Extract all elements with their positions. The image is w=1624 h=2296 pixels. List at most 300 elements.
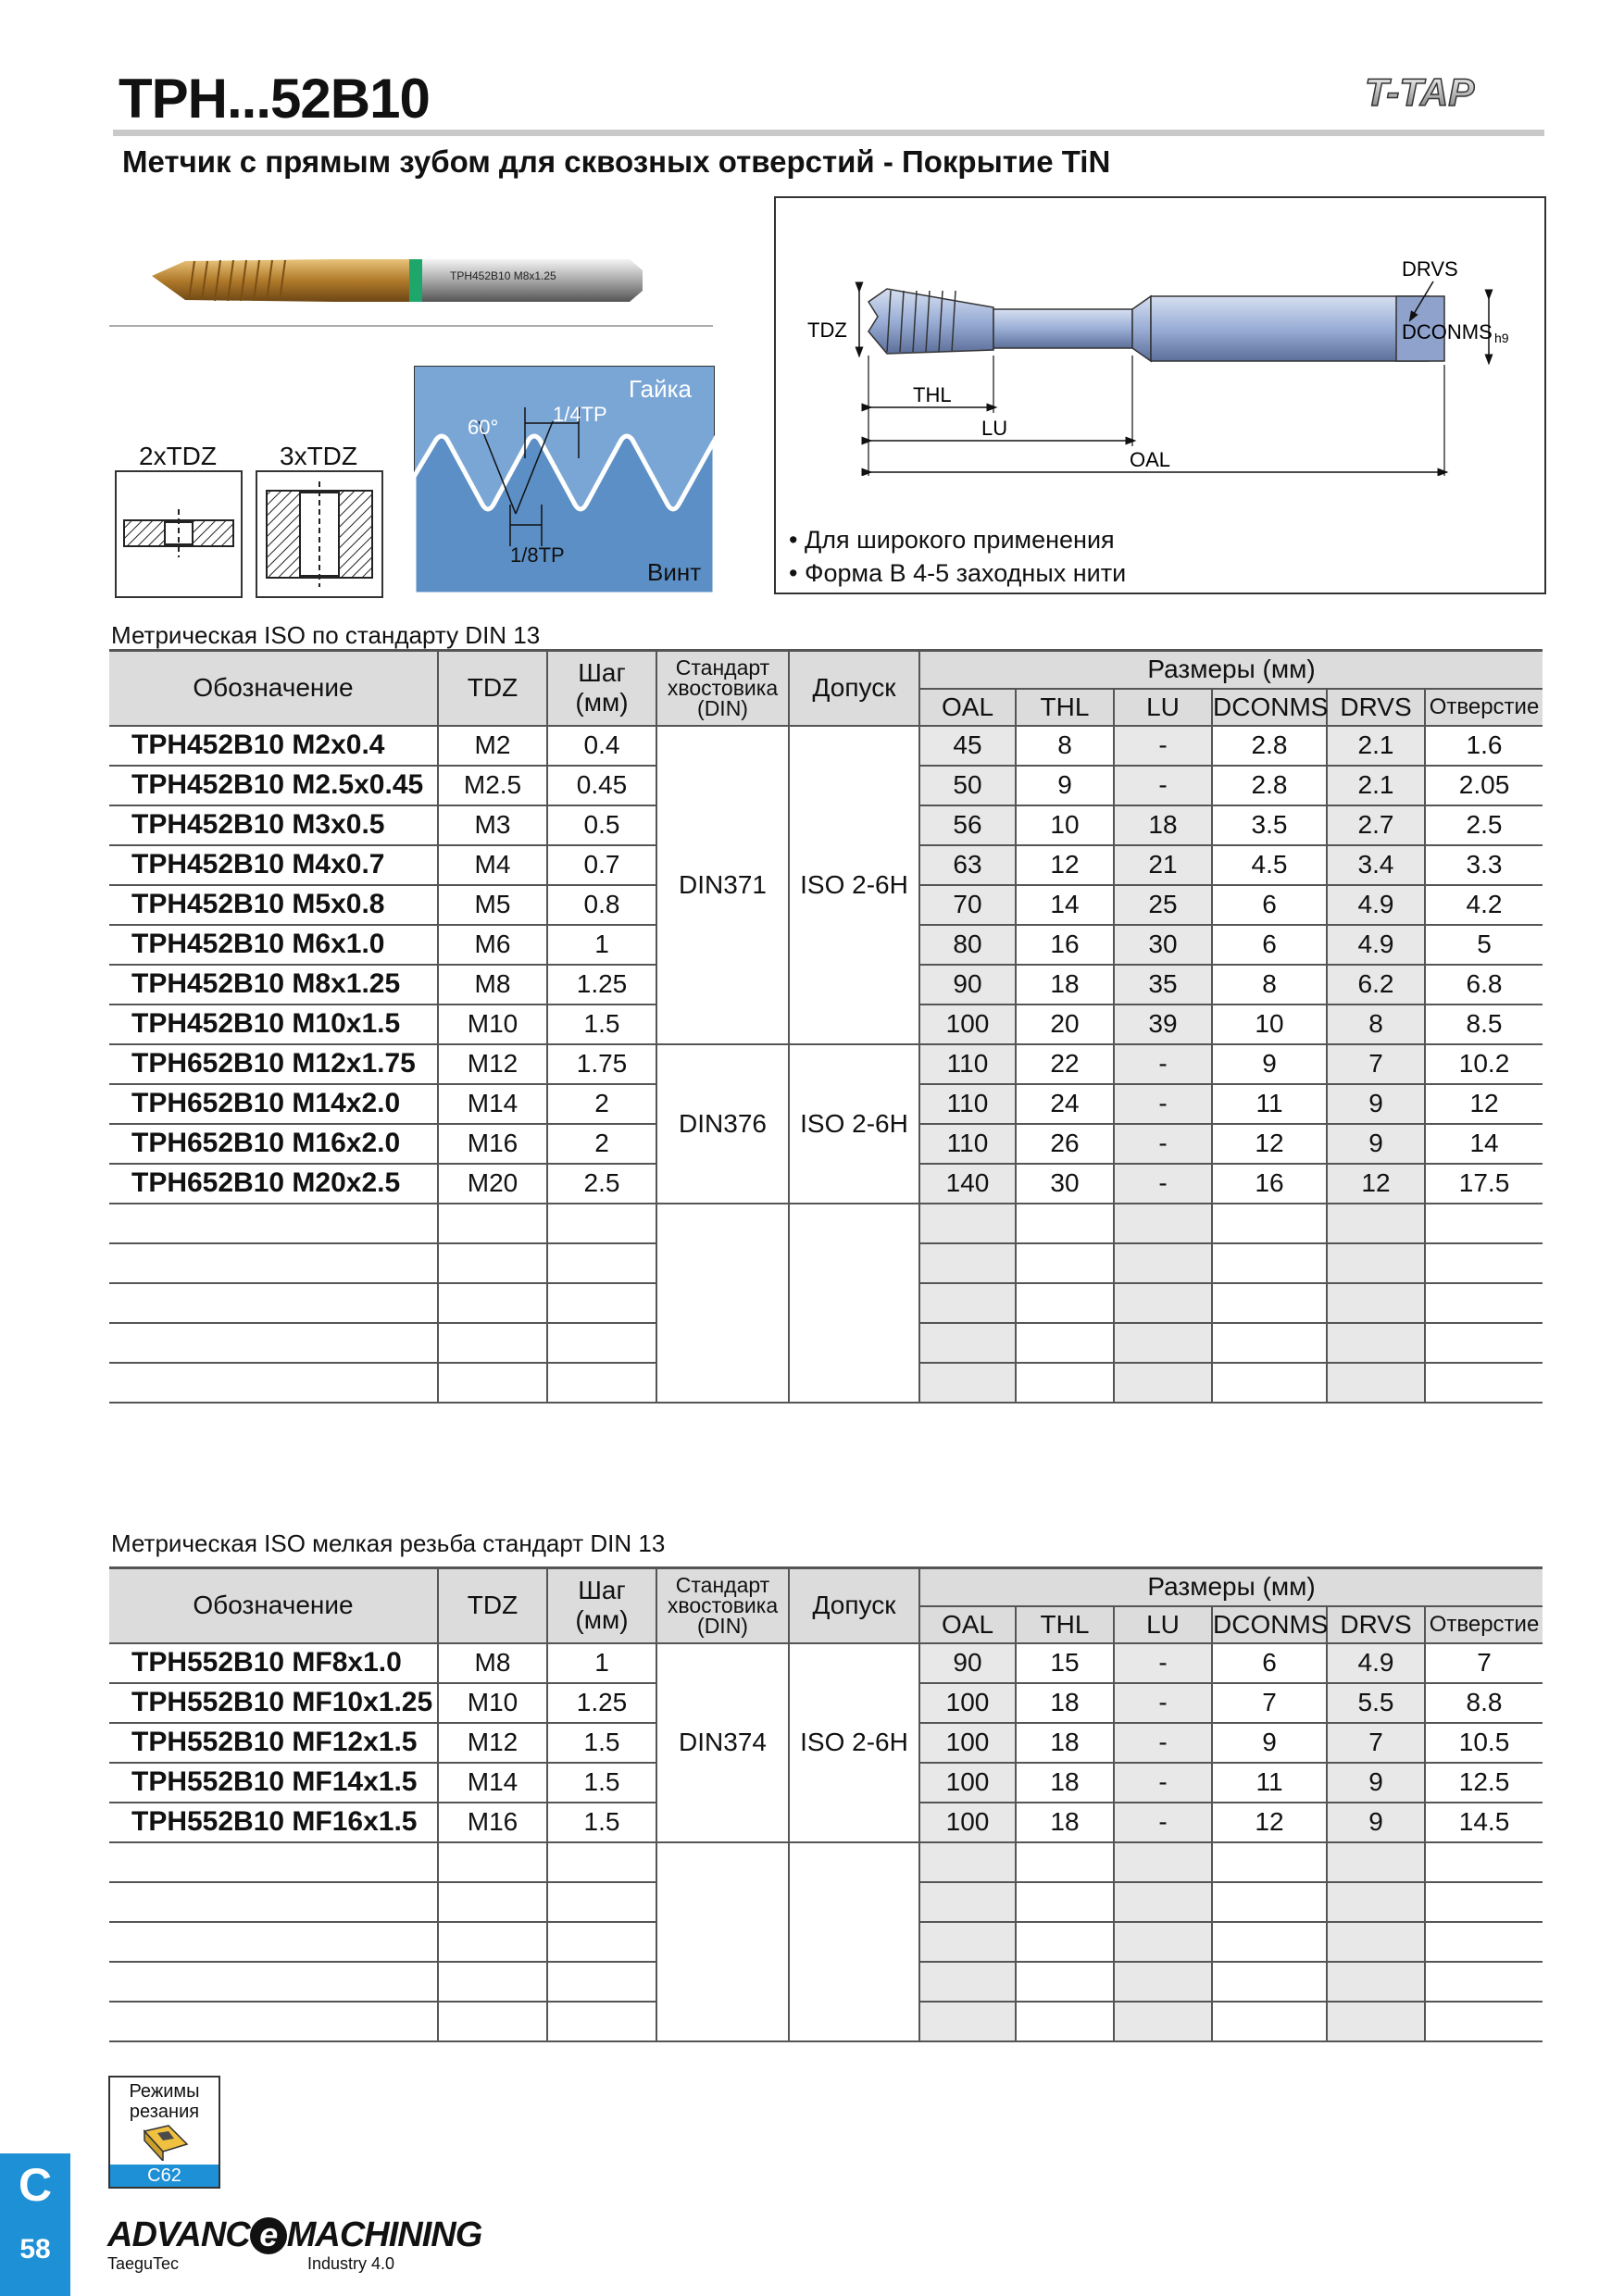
dconms-cell: 16	[1212, 1164, 1327, 1204]
bullet-text: Форма B 4-5 заходных нити	[804, 559, 1127, 587]
lu-cell: -	[1114, 1044, 1212, 1084]
empty-cell	[1016, 1283, 1114, 1323]
pitch-cell: 2	[547, 1084, 656, 1124]
table1	[109, 649, 1543, 1404]
empty-cell	[547, 1962, 656, 2002]
nut-label: Гайка	[629, 375, 693, 403]
pitch-label: Шаг	[578, 658, 626, 688]
empty-cell	[109, 1243, 438, 1283]
empty-cell	[1212, 1243, 1327, 1283]
logo-e-mark: e	[250, 2217, 287, 2254]
bullet-item: • Для широкого применения	[789, 526, 1115, 554]
drvs-cell: 2.1	[1327, 726, 1425, 766]
eighth-pitch-label: 1/8TP	[510, 543, 565, 567]
lu-cell: -	[1114, 726, 1212, 766]
oal-cell: 100	[919, 1763, 1016, 1803]
empty-cell	[789, 1204, 919, 1403]
empty-cell	[547, 1842, 656, 1882]
oal-cell: 110	[919, 1084, 1016, 1124]
depth-2x-icon	[115, 470, 243, 598]
logo-right: MACHINING	[286, 2215, 482, 2254]
empty-cell	[1114, 1842, 1212, 1882]
empty-cell	[1016, 1204, 1114, 1243]
hole-cell: 2.5	[1425, 805, 1543, 845]
col-lu: LU	[1114, 1606, 1212, 1643]
page-title: TPH...52B10	[119, 68, 430, 130]
thl-cell: 9	[1016, 766, 1114, 805]
hole-cell: 2.05	[1425, 766, 1543, 805]
empty-cell	[919, 1283, 1016, 1323]
oal-cell: 50	[919, 766, 1016, 805]
brand-logo	[1361, 70, 1546, 115]
empty-cell	[1212, 1363, 1327, 1403]
empty-cell	[1016, 1882, 1114, 1922]
col-tolerance: Допуск	[789, 1568, 919, 1643]
empty-cell	[919, 1363, 1016, 1403]
dconms-tolerance-label: h9	[1494, 331, 1509, 345]
dconms-cell: 9	[1212, 1723, 1327, 1763]
empty-cell	[1016, 1363, 1114, 1403]
tolerance-cell: ISO 2-6H	[789, 726, 919, 1044]
table-row	[109, 1643, 1543, 1683]
empty-cell	[1016, 1922, 1114, 1962]
thl-cell: 8	[1016, 726, 1114, 766]
designation-cell: TPH452B10 M10x1.5	[109, 1004, 438, 1044]
tdz-cell: M16	[438, 1124, 547, 1164]
page-subtitle: Метчик с прямым зубом для сквозных отверстий - Покрытие TiN	[122, 144, 1111, 179]
depth-3x-label: 3xTDZ	[280, 442, 357, 470]
table2-section-title: Метрическая ISO мелкая резьба стандарт DIN 13	[111, 1529, 666, 1557]
depth-3x-icon	[256, 470, 383, 598]
col-thl: THL	[1016, 1606, 1114, 1643]
pitch-cell: 1	[547, 925, 656, 965]
lu-cell: 35	[1114, 965, 1212, 1004]
empty-cell	[1425, 1363, 1543, 1403]
dconms-cell: 12	[1212, 1803, 1327, 1842]
drvs-cell: 4.9	[1327, 925, 1425, 965]
tap-marking: TPH452B10 M8x1.25	[450, 269, 556, 282]
table2	[109, 1566, 1543, 2042]
regime-line1: Режимы	[129, 2081, 200, 2102]
oal-cell: 80	[919, 925, 1016, 965]
empty-cell	[1114, 1204, 1212, 1243]
oal-cell: 70	[919, 885, 1016, 925]
pitch-label: Шаг	[578, 1576, 626, 1605]
empty-cell	[109, 1962, 438, 2002]
tdz-cell: M3	[438, 805, 547, 845]
oal-cell: 140	[919, 1164, 1016, 1204]
empty-cell	[1212, 1962, 1327, 2002]
thl-cell: 10	[1016, 805, 1114, 845]
empty-cell	[438, 1882, 547, 1922]
empty-cell	[438, 1922, 547, 1962]
drvs-cell: 7	[1327, 1723, 1425, 1763]
dconms-cell: 10	[1212, 1004, 1327, 1044]
quarter-pitch-label: 1/4TP	[553, 403, 607, 426]
empty-cell	[547, 1882, 656, 1922]
pitch-cell: 2	[547, 1124, 656, 1164]
logo-company: TaeguTec	[107, 2254, 180, 2273]
logo-left: ADVANC	[107, 2215, 250, 2254]
hole-cell: 5	[1425, 925, 1543, 965]
empty-cell	[547, 1204, 656, 1243]
pitch-cell: 1.75	[547, 1044, 656, 1084]
col-dconms: DCONMS	[1212, 689, 1327, 726]
thl-label: THL	[913, 383, 952, 406]
designation-cell: TPH452B10 M5x0.8	[109, 885, 438, 925]
empty-cell	[919, 1882, 1016, 1922]
pitch-cell: 1.25	[547, 965, 656, 1004]
empty-cell	[438, 1962, 547, 2002]
empty-cell	[438, 1363, 547, 1403]
logo-industry: Industry 4.0	[307, 2254, 395, 2273]
thl-cell: 22	[1016, 1044, 1114, 1084]
col-pitch	[547, 651, 656, 726]
brand-text: T-TAP	[1365, 70, 1475, 114]
section-tab	[0, 2153, 70, 2296]
col-hole: Отверстие	[1425, 689, 1543, 726]
hole-cell: 14	[1425, 1124, 1543, 1164]
pitch-cell: 1.25	[547, 1683, 656, 1723]
pitch-cell: 0.7	[547, 845, 656, 885]
pitch-unit: (мм)	[575, 688, 629, 718]
empty-cell	[919, 1204, 1016, 1243]
lu-label: LU	[981, 417, 1008, 440]
empty-cell	[1327, 1204, 1425, 1243]
hole-cell: 17.5	[1425, 1164, 1543, 1204]
tdz-cell: M2	[438, 726, 547, 766]
col-lu: LU	[1114, 689, 1212, 726]
drvs-cell: 9	[1327, 1763, 1425, 1803]
hole-cell: 4.2	[1425, 885, 1543, 925]
empty-cell	[1425, 2002, 1543, 2041]
empty-cell	[547, 1363, 656, 1403]
tdz-cell: M12	[438, 1723, 547, 1763]
empty-cell	[1114, 1283, 1212, 1323]
depth-2x-label: 2xTDZ	[139, 442, 217, 470]
drvs-cell: 5.5	[1327, 1683, 1425, 1723]
cutting-modes-link[interactable]	[108, 2076, 220, 2189]
bullet-text: Для широкого применения	[804, 526, 1115, 554]
drvs-cell: 6.2	[1327, 965, 1425, 1004]
tdz-cell: M16	[438, 1803, 547, 1842]
drvs-cell: 3.4	[1327, 845, 1425, 885]
empty-cell	[438, 2002, 547, 2041]
standard-line2: хвостовика	[667, 676, 779, 701]
designation-cell: TPH652B10 M16x2.0	[109, 1124, 438, 1164]
lu-cell: -	[1114, 1803, 1212, 1842]
empty-cell	[1327, 2002, 1425, 2041]
tolerance-cell: ISO 2-6H	[789, 1044, 919, 1204]
hole-cell: 7	[1425, 1643, 1543, 1683]
table-row	[109, 726, 1543, 766]
empty-cell	[1425, 1882, 1543, 1922]
tdz-cell: M10	[438, 1004, 547, 1044]
thl-cell: 24	[1016, 1084, 1114, 1124]
designation-cell: TPH452B10 M2x0.4	[109, 726, 438, 766]
pitch-cell: 0.8	[547, 885, 656, 925]
standard-line3: (DIN)	[697, 1614, 748, 1639]
table-row	[109, 1044, 1543, 1084]
dconms-cell: 6	[1212, 885, 1327, 925]
drvs-cell: 4.9	[1327, 1643, 1425, 1683]
thl-cell: 14	[1016, 885, 1114, 925]
empty-cell	[438, 1204, 547, 1243]
lu-cell: 21	[1114, 845, 1212, 885]
lu-cell: -	[1114, 1643, 1212, 1683]
lu-cell: -	[1114, 1164, 1212, 1204]
lu-cell: -	[1114, 1723, 1212, 1763]
lu-cell: -	[1114, 1084, 1212, 1124]
hole-cell: 10.5	[1425, 1723, 1543, 1763]
dconms-cell: 7	[1212, 1683, 1327, 1723]
thl-cell: 18	[1016, 965, 1114, 1004]
col-designation: Обозначение	[109, 651, 438, 726]
empty-cell	[1425, 1842, 1543, 1882]
pitch-cell: 1.5	[547, 1803, 656, 1842]
empty-cell	[919, 1323, 1016, 1363]
empty-cell	[547, 1323, 656, 1363]
advance-machining-logo	[107, 2216, 481, 2273]
oal-cell: 100	[919, 1803, 1016, 1842]
designation-cell: TPH552B10 MF12x1.5	[109, 1723, 438, 1763]
tdz-cell: M12	[438, 1044, 547, 1084]
pitch-cell: 1.5	[547, 1763, 656, 1803]
empty-cell	[109, 1882, 438, 1922]
dconms-cell: 2.8	[1212, 726, 1327, 766]
tdz-cell: M4	[438, 845, 547, 885]
tdz-cell: M20	[438, 1164, 547, 1204]
empty-cell	[1114, 1922, 1212, 1962]
empty-cell	[1425, 1283, 1543, 1323]
tap-photo	[148, 248, 648, 313]
pitch-cell: 1.5	[547, 1723, 656, 1763]
thl-cell: 26	[1016, 1124, 1114, 1164]
designation-cell: TPH552B10 MF16x1.5	[109, 1803, 438, 1842]
thl-cell: 30	[1016, 1164, 1114, 1204]
dconms-cell: 8	[1212, 965, 1327, 1004]
empty-row	[109, 1842, 1543, 1882]
page-number: 58	[19, 2234, 51, 2265]
drvs-cell: 8	[1327, 1004, 1425, 1044]
oal-cell: 100	[919, 1683, 1016, 1723]
empty-cell	[1212, 1204, 1327, 1243]
hole-cell: 1.6	[1425, 726, 1543, 766]
col-dimensions: Размеры (мм)	[919, 1568, 1543, 1606]
empty-cell	[1016, 2002, 1114, 2041]
empty-cell	[1114, 1323, 1212, 1363]
empty-cell	[1327, 1922, 1425, 1962]
empty-cell	[438, 1323, 547, 1363]
empty-cell	[1327, 1243, 1425, 1283]
empty-cell	[919, 1842, 1016, 1882]
table1-section-title: Метрическая ISO по стандарту DIN 13	[111, 621, 541, 649]
col-thl: THL	[1016, 689, 1114, 726]
standard-line1: Стандарт	[675, 1573, 770, 1598]
drvs-cell: 12	[1327, 1164, 1425, 1204]
empty-cell	[1327, 1962, 1425, 2002]
thl-cell: 15	[1016, 1643, 1114, 1683]
col-oal: OAL	[919, 689, 1016, 726]
tdz-cell: M5	[438, 885, 547, 925]
pitch-unit: (мм)	[575, 1605, 629, 1635]
lu-cell: 30	[1114, 925, 1212, 965]
empty-cell	[438, 1283, 547, 1323]
empty-cell	[547, 2002, 656, 2041]
empty-cell	[438, 1243, 547, 1283]
empty-cell	[789, 1842, 919, 2041]
regime-line2: резания	[129, 2102, 200, 2122]
oal-cell: 100	[919, 1723, 1016, 1763]
col-tdz: TDZ	[438, 1568, 547, 1643]
drvs-cell: 7	[1327, 1044, 1425, 1084]
standard-line2: хвостовика	[667, 1593, 779, 1618]
empty-cell	[438, 1842, 547, 1882]
designation-cell: TPH552B10 MF14x1.5	[109, 1763, 438, 1803]
standard-cell: DIN374	[656, 1643, 789, 1842]
empty-cell	[1114, 1962, 1212, 2002]
thl-cell: 18	[1016, 1763, 1114, 1803]
designation-cell: TPH452B10 M4x0.7	[109, 845, 438, 885]
designation-cell: TPH552B10 MF10x1.25	[109, 1683, 438, 1723]
thl-cell: 16	[1016, 925, 1114, 965]
hole-cell: 6.8	[1425, 965, 1543, 1004]
hole-cell: 10.2	[1425, 1044, 1543, 1084]
tdz-cell: M8	[438, 965, 547, 1004]
lu-cell: -	[1114, 1763, 1212, 1803]
drvs-cell: 9	[1327, 1124, 1425, 1164]
designation-cell: TPH552B10 MF8x1.0	[109, 1643, 438, 1683]
hole-cell: 12	[1425, 1084, 1543, 1124]
oal-cell: 45	[919, 726, 1016, 766]
dconms-cell: 6	[1212, 1643, 1327, 1683]
empty-cell	[1327, 1363, 1425, 1403]
empty-cell	[1327, 1323, 1425, 1363]
hole-cell: 12.5	[1425, 1763, 1543, 1803]
standard-cell: DIN371	[656, 726, 789, 1044]
designation-cell: TPH452B10 M2.5x0.45	[109, 766, 438, 805]
tdz-cell: M6	[438, 925, 547, 965]
empty-cell	[1114, 1882, 1212, 1922]
col-dconms: DCONMS	[1212, 1606, 1327, 1643]
empty-cell	[1212, 2002, 1327, 2041]
empty-cell	[656, 1842, 789, 2041]
empty-cell	[1212, 1922, 1327, 1962]
book-icon	[137, 2124, 193, 2161]
col-pitch	[547, 1568, 656, 1643]
screw-label: Винт	[647, 558, 702, 586]
oal-cell: 110	[919, 1124, 1016, 1164]
thl-cell: 18	[1016, 1683, 1114, 1723]
oal-cell: 110	[919, 1044, 1016, 1084]
col-dimensions: Размеры (мм)	[919, 651, 1543, 689]
empty-cell	[919, 1922, 1016, 1962]
tdz-cell: M8	[438, 1643, 547, 1683]
empty-cell	[547, 1922, 656, 1962]
empty-cell	[547, 1243, 656, 1283]
empty-cell	[1212, 1882, 1327, 1922]
lu-cell: -	[1114, 1683, 1212, 1723]
tdz-cell: M14	[438, 1763, 547, 1803]
hole-cell: 8.5	[1425, 1004, 1543, 1044]
empty-cell	[1016, 1842, 1114, 1882]
pitch-cell: 2.5	[547, 1164, 656, 1204]
tolerance-cell: ISO 2-6H	[789, 1643, 919, 1842]
empty-cell	[1114, 2002, 1212, 2041]
header-rule	[113, 130, 1544, 136]
empty-cell	[1016, 1323, 1114, 1363]
bullet-item: • Форма B 4-5 заходных нити	[789, 559, 1127, 587]
hole-cell: 3.3	[1425, 845, 1543, 885]
pitch-cell: 1	[547, 1643, 656, 1683]
pitch-cell: 1.5	[547, 1004, 656, 1044]
empty-cell	[109, 1363, 438, 1403]
dconms-cell: 11	[1212, 1084, 1327, 1124]
thl-cell: 12	[1016, 845, 1114, 885]
dconms-cell: 9	[1212, 1044, 1327, 1084]
thread-profile-diagram	[414, 366, 715, 594]
lu-cell: 18	[1114, 805, 1212, 845]
oal-cell: 56	[919, 805, 1016, 845]
tap-dimension-drawing	[776, 198, 1544, 476]
empty-cell	[1212, 1842, 1327, 1882]
hole-cell: 14.5	[1425, 1803, 1543, 1842]
designation-cell: TPH452B10 M8x1.25	[109, 965, 438, 1004]
empty-cell	[1327, 1842, 1425, 1882]
designation-cell: TPH652B10 M12x1.75	[109, 1044, 438, 1084]
oal-cell: 100	[919, 1004, 1016, 1044]
empty-cell	[1016, 1962, 1114, 2002]
designation-cell: TPH652B10 M14x2.0	[109, 1084, 438, 1124]
dconms-cell: 12	[1212, 1124, 1327, 1164]
empty-cell	[1327, 1882, 1425, 1922]
regime-page-ref: C62	[110, 2165, 219, 2187]
lu-cell: 25	[1114, 885, 1212, 925]
drvs-cell: 4.9	[1327, 885, 1425, 925]
lu-cell: -	[1114, 766, 1212, 805]
angle-label: 60°	[468, 416, 499, 439]
oal-cell: 90	[919, 965, 1016, 1004]
empty-cell	[1016, 1243, 1114, 1283]
drvs-cell: 9	[1327, 1803, 1425, 1842]
designation-cell: TPH452B10 M3x0.5	[109, 805, 438, 845]
empty-cell	[109, 1204, 438, 1243]
col-drvs: DRVS	[1327, 1606, 1425, 1643]
empty-cell	[1212, 1283, 1327, 1323]
tdz-cell: M2.5	[438, 766, 547, 805]
standard-line1: Стандарт	[675, 655, 770, 680]
section-letter: C	[18, 2159, 53, 2211]
oal-cell: 90	[919, 1643, 1016, 1683]
empty-row	[109, 1204, 1543, 1243]
drvs-cell: 9	[1327, 1084, 1425, 1124]
pitch-cell: 0.4	[547, 726, 656, 766]
empty-cell	[1425, 1243, 1543, 1283]
empty-cell	[919, 1962, 1016, 2002]
dconms-label: DCONMS	[1402, 320, 1493, 343]
empty-cell	[109, 1283, 438, 1323]
dconms-cell: 2.8	[1212, 766, 1327, 805]
col-tdz: TDZ	[438, 651, 547, 726]
oal-label: OAL	[1130, 448, 1171, 471]
designation-cell: TPH452B10 M6x1.0	[109, 925, 438, 965]
drvs-cell: 2.1	[1327, 766, 1425, 805]
dimension-diagram	[774, 196, 1546, 594]
dconms-cell: 6	[1212, 925, 1327, 965]
standard-cell: DIN376	[656, 1044, 789, 1204]
dconms-cell: 3.5	[1212, 805, 1327, 845]
col-oal: OAL	[919, 1606, 1016, 1643]
